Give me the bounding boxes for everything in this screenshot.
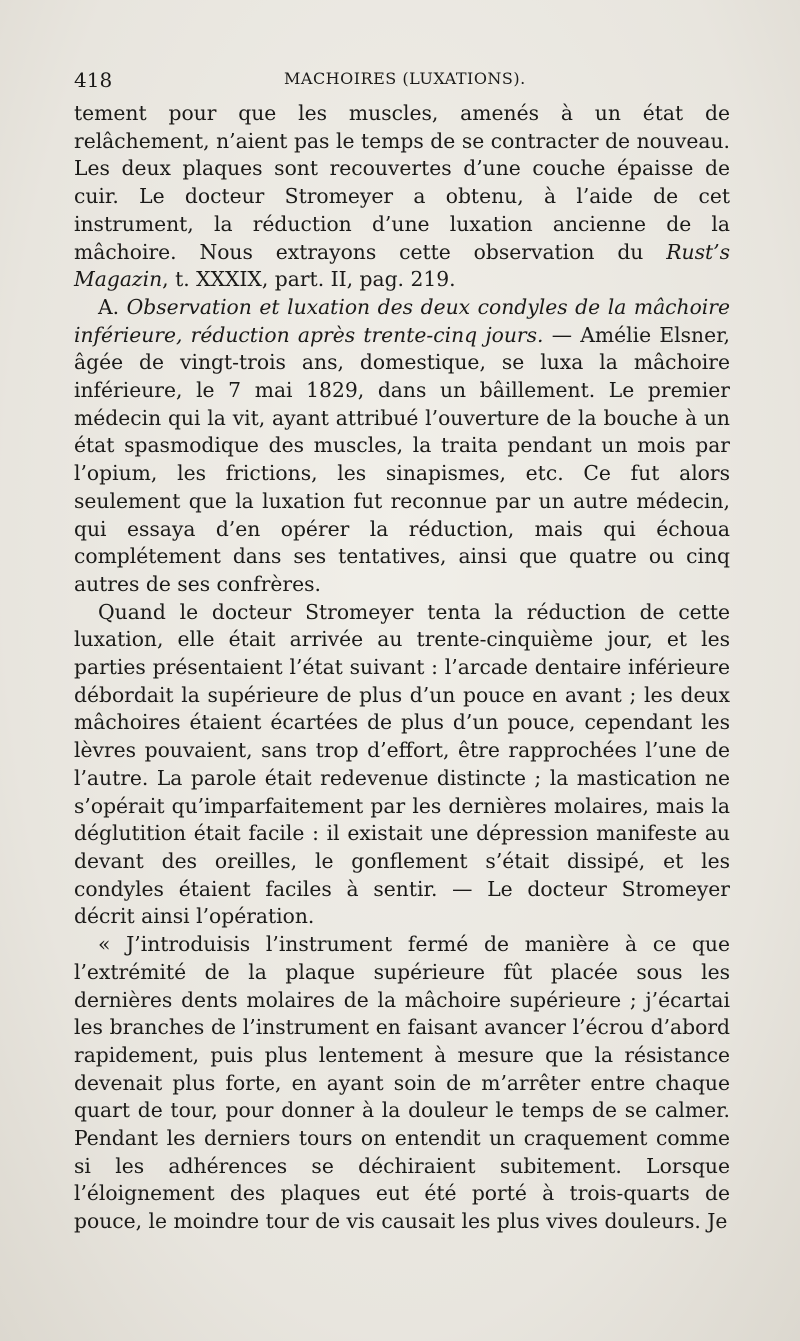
observation-title: Observation et luxation des deux condyles de la mâchoire inférieure, réduction après trente-cinq jours. xyxy=(74,294,730,347)
paragraph-continued xyxy=(74,100,730,294)
source-title: Rust’s Magazin xyxy=(74,239,730,292)
running-head xyxy=(74,60,730,100)
page-number: 418 xyxy=(74,68,113,92)
paragraph xyxy=(74,599,730,931)
body-text xyxy=(74,100,730,1236)
paragraph-text: tement pour que les muscles, amenés à un état de relâchement, n’aient pas le temps de se contracter de nouveau. Les deux plaques sont recouvertes d’une couche épaisse de cuir. Le docteur Stromeyer a obtenu, à l’aide de cet instrument, la réduction d’une luxation ancienne de la mâchoire. Nous extrayons cette observation du xyxy=(74,101,730,264)
paragraph-text: « J’introduisis l’instrument fermé de manière à ce que l’extrémité de la plaque supérieure fût placée sous les dernières dents molaires de la mâchoire supérieure ; j’écartai les branches de l’instrument en faisant avancer l’écrou d’abord rapidement, puis plus lentement à mesure que la résistance devenait plus forte, en ayant soin de m’arrêter entre chaque quart de tour, pour donner à la douleur le temps de se calmer. Pendant les derniers tours on entendit un craquement comme si les adhérences se déchiraient subitement. Lorsque l’éloignement des plaques eut été porté à trois-quarts de pouce, le moindre tour de vis causait les plus vives douleurs. Je xyxy=(74,932,730,1234)
citation-text: , t. XXXIX, part. II, pag. 219. xyxy=(162,267,456,292)
paragraph-text: Quand le docteur Stromeyer tenta la réduction de cette luxation, elle était arrivée au trente-cinquième jour, et les parties présentaient l’état suivant : l’arcade dentaire inférieure débordait la supérieure de plus d’un pouce en avant ; les deux mâchoires étaient écartées de plus d’un pouce, cependant les lèvres pouvaient, sans trop d’effort, être rapprochées l’une de l’autre. La parole était redevenue distincte ; la mastication ne s’opérait qu’imparfaitement par les dernières molaires, mais la déglutition était facile : il existait une dépression manifeste au devant des oreilles, le gonflement s’était dissipé, et les condyles étaient faciles à sentir. — Le docteur Stromeyer décrit ainsi l’opération. xyxy=(74,599,730,929)
observation-label: A. xyxy=(98,294,127,319)
quotation-paragraph xyxy=(74,931,730,1236)
running-title: MACHOIRES (LUXATIONS). xyxy=(284,69,526,88)
observation-paragraph xyxy=(74,294,730,599)
observation-text: — Amélie Elsner, âgée de vingt-trois ans, domestique, se luxa la mâchoire inférieure, le 7 mai 1829, dans un bâillement. Le premier médecin qui la vit, ayant attribué l’ouverture de la bouche à un état spasmodique des muscles, la traita pendant un mois par l’opium, les frictions, les sinapismes, etc. Ce fut alors seulement que la luxation fut reconnue par un autre médecin, qui essaya d’en opérer la réduction, mais qui échoua complétement dans ses tentatives, ainsi que quatre ou cinq autres de ses confrères. xyxy=(74,322,730,596)
